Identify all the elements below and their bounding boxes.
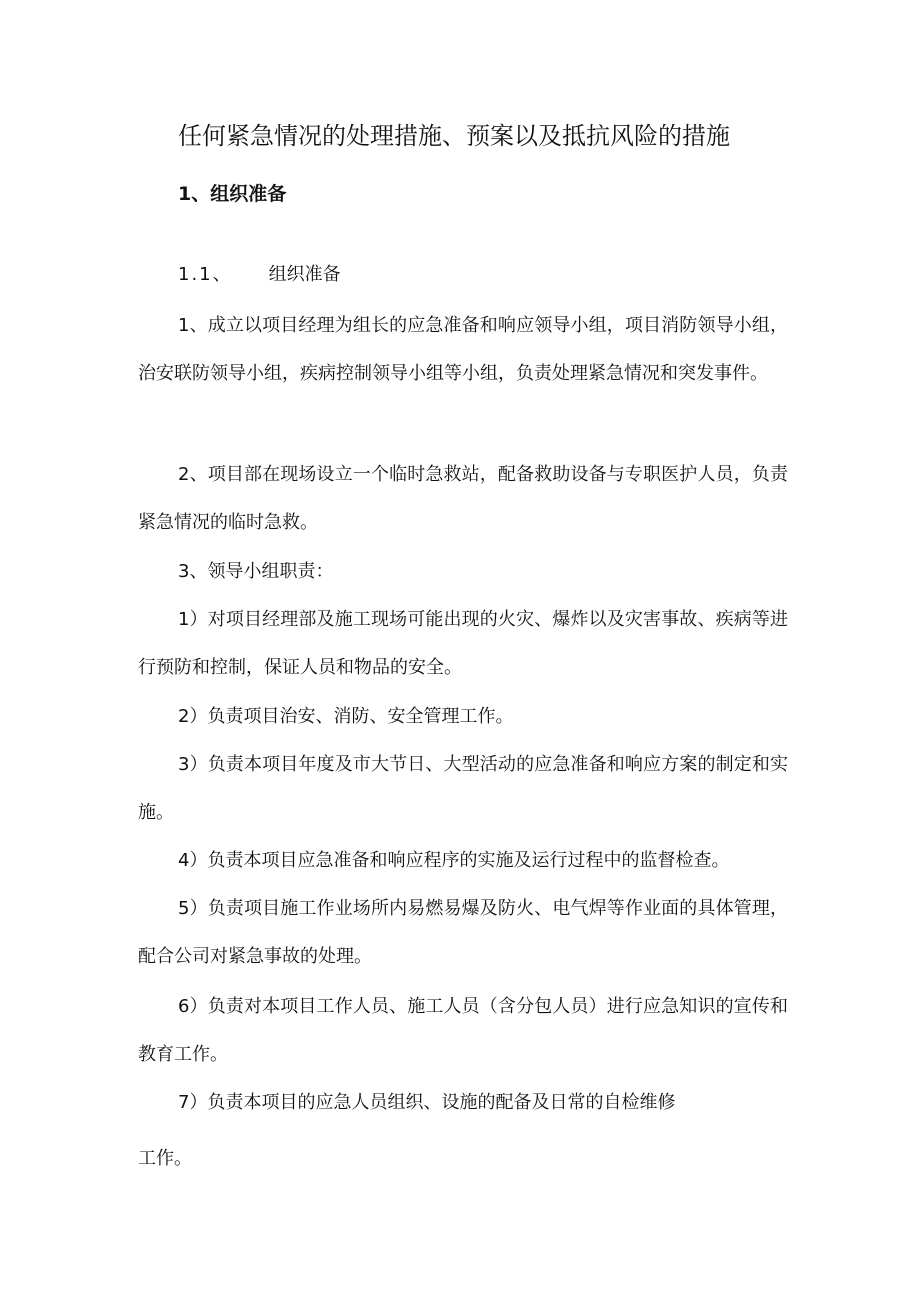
- paragraph-2: 2、项目部在现场设立一个临时急救站，配备救助设备与专职医护人员，负责紧急情况的临时急救。: [138, 464, 788, 533]
- document-title: 任何紧急情况的处理措施、预案以及抵抗风险的措施: [178, 122, 730, 150]
- paragraph-9: 6）负责对本项目工作人员、施工人员（含分包人员）进行应急知识的宣传和教育工作。: [138, 996, 788, 1065]
- paragraph-3: 3、领导小组职责：: [178, 561, 334, 582]
- subsection-label: 组织准备: [268, 264, 341, 285]
- paragraph-10-text: 7）负责本项目的应急人员组织、设施的配备及日常的自检维修: [178, 1092, 676, 1113]
- paragraph-4: 1）对项目经理部及施工现场可能出现的火灾、爆炸以及灾害事故、疾病等进行预防和控制，保证人员和物品的安全。: [138, 609, 788, 678]
- paragraph-10: [138, 1079, 758, 1183]
- subsection-heading: [178, 259, 341, 291]
- paragraph-7: 4）负责本项目应急准备和响应程序的实施及运行过程中的监督检查。: [178, 850, 730, 871]
- subsection-number: 1.1、: [178, 264, 233, 285]
- paragraph-8: 5）负责项目施工作业场所内易燃易爆及防火、电气焊等作业面的具体管理，配合公司对紧急事故的处理。: [138, 898, 788, 967]
- paragraph-6: 3）负责本项目年度及市大节日、大型活动的应急准备和响应方案的制定和实施。: [138, 754, 788, 823]
- paragraph-5: 2）负责项目治安、消防、安全管理工作。: [178, 706, 514, 727]
- paragraph-1: 1、成立以项目经理为组长的应急准备和响应领导小组，项目消防领导小组，治安联防领导小组，疾病控制领导小组等小组，负责处理紧急情况和突发事件。: [138, 315, 788, 384]
- section-heading: 1、组织准备: [178, 183, 287, 205]
- paragraph-10-tail: 工作。: [138, 1148, 192, 1169]
